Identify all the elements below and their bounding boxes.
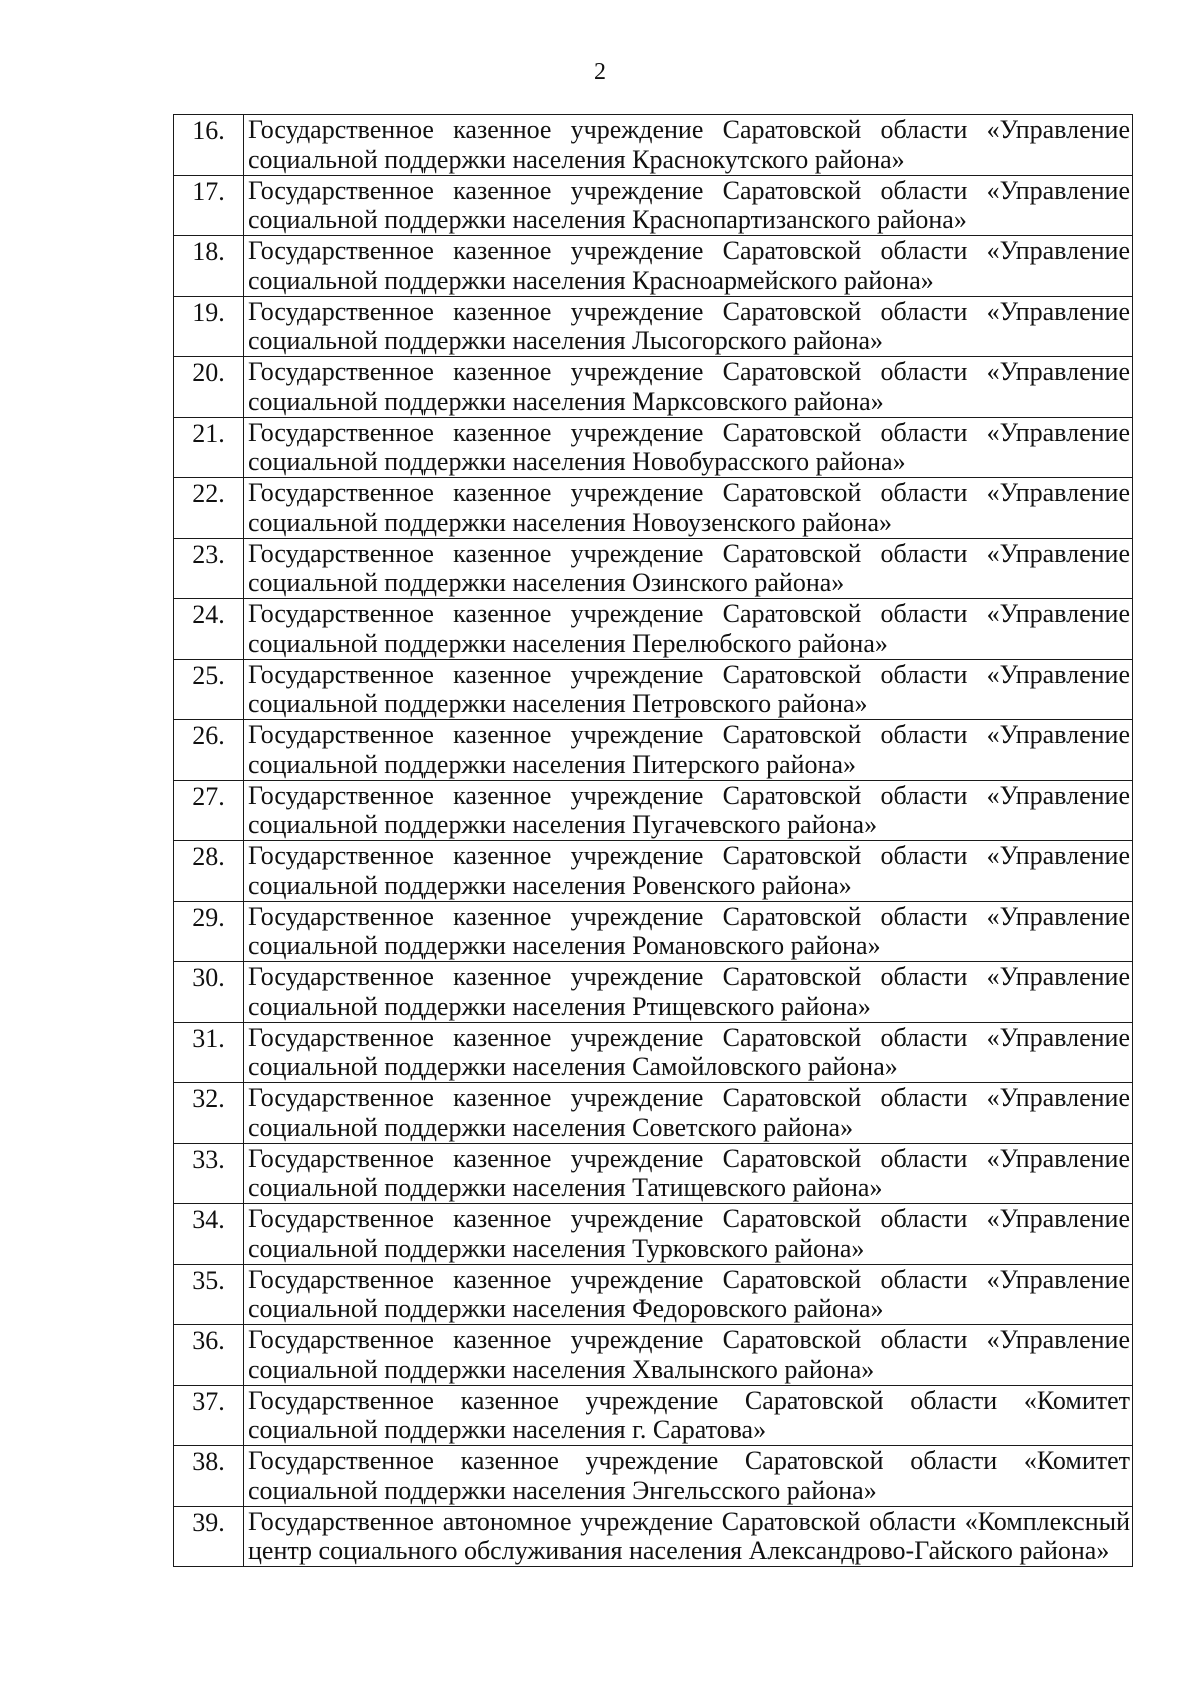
row-number: 16.: [174, 115, 244, 176]
institution-name: [244, 962, 1133, 1023]
institution-name: [244, 1143, 1133, 1204]
institution-name: [244, 841, 1133, 902]
institution-name-line-1: Государственное казенное учреждение Саратовской области «Управление: [248, 175, 1130, 205]
table-row: [174, 1083, 1133, 1144]
row-number: 18.: [174, 236, 244, 297]
institution-name: [244, 1385, 1133, 1446]
row-number: 30.: [174, 962, 244, 1023]
institution-name-line-1: Государственное казенное учреждение Саратовской области «Управление: [248, 1143, 1130, 1173]
institution-name: [244, 296, 1133, 357]
institution-name-line-1: Государственное казенное учреждение Саратовской области «Управление: [248, 962, 1130, 991]
row-number: 33.: [174, 1143, 244, 1204]
institution-name: [244, 115, 1133, 176]
institution-name-line-1: Государственное казенное учреждение Саратовской области «Управление: [248, 1264, 1130, 1294]
table-row: [174, 841, 1133, 902]
institution-name: [244, 478, 1133, 539]
row-number: 19.: [174, 296, 244, 357]
table-row: [174, 115, 1133, 176]
table-row: [174, 357, 1133, 418]
institution-name-line-2: социальной поддержки населения Хвалынского района»: [248, 1354, 875, 1384]
row-number: 23.: [174, 538, 244, 599]
institution-name-line-1: Государственное казенное учреждение Саратовской области «Управление: [248, 1325, 1130, 1354]
institution-name-line-1: Государственное казенное учреждение Саратовской области «Управление: [248, 538, 1130, 568]
institution-name-line-2: социальной поддержки населения Новобурасского района»: [248, 447, 906, 476]
row-number: 29.: [174, 901, 244, 962]
institution-name-line-2: социальной поддержки населения Ровенского района»: [248, 870, 852, 900]
row-number: 27.: [174, 780, 244, 841]
institution-name: [244, 538, 1133, 599]
table-row: [174, 720, 1133, 781]
table-row: [174, 1325, 1133, 1386]
institution-name-line-1: Государственное казенное учреждение Саратовской области «Управление: [248, 599, 1130, 628]
institution-name: [244, 175, 1133, 236]
institution-name: [244, 1506, 1133, 1567]
table-row: [174, 599, 1133, 660]
institution-name-line-1: Государственное казенное учреждение Саратовской области «Управление: [248, 659, 1130, 689]
row-number: 17.: [174, 175, 244, 236]
institution-name-line-2: социальной поддержки населения Марксовского района»: [248, 386, 884, 416]
table-row: [174, 1022, 1133, 1083]
institution-name-line-2: социальной поддержки населения Федоровского района»: [248, 1294, 884, 1323]
institution-name-line-2: социальной поддержки населения Питерского района»: [248, 749, 856, 779]
institution-name: [244, 901, 1133, 962]
institution-name-line-2: социальной поддержки населения Новоузенского района»: [248, 507, 893, 537]
institution-name-line-2: социальной поддержки населения Самойловского района»: [248, 1052, 898, 1081]
institution-name-line-1: Государственное казенное учреждение Саратовской области «Управление: [248, 1204, 1130, 1233]
institution-name-line-2: социальной поддержки населения Озинского района»: [248, 568, 845, 597]
institution-name-line-2: социальной поддержки населения Перелюбского района»: [248, 628, 888, 658]
table-row: [174, 1506, 1133, 1567]
row-number: 36.: [174, 1325, 244, 1386]
institution-name-line-1: Государственное казенное учреждение Саратовской области «Управление: [248, 720, 1130, 749]
institution-name-line-1: Государственное казенное учреждение Саратовской области «Управление: [248, 236, 1130, 265]
row-number: 28.: [174, 841, 244, 902]
institution-name-line-2: социальной поддержки населения Краснопартизанского района»: [248, 205, 967, 234]
row-number: 22.: [174, 478, 244, 539]
institution-name-line-2: социальной поддержки населения Ртищевского района»: [248, 991, 871, 1021]
table-row: [174, 538, 1133, 599]
row-number: 26.: [174, 720, 244, 781]
institution-name-line-2: социальной поддержки населения Турковского района»: [248, 1233, 865, 1263]
institutions-table: [173, 114, 1133, 1567]
institution-name: [244, 417, 1133, 478]
institution-name-line-2: социальной поддержки населения Советского района»: [248, 1112, 854, 1142]
institution-name-line-1: Государственное казенное учреждение Саратовской области «Комитет: [248, 1385, 1130, 1415]
table-row: [174, 1385, 1133, 1446]
institution-name-line-1: Государственное казенное учреждение Саратовской области «Управление: [248, 1083, 1130, 1112]
row-number: 24.: [174, 599, 244, 660]
institution-name: [244, 1083, 1133, 1144]
institution-name-line-2: социальной поддержки населения г. Саратова»: [248, 1415, 767, 1444]
institution-name-line-1: Государственное казенное учреждение Саратовской области «Управление: [248, 780, 1130, 810]
institution-name: [244, 780, 1133, 841]
institution-name: [244, 1446, 1133, 1507]
institution-name: [244, 599, 1133, 660]
row-number: 35.: [174, 1264, 244, 1325]
institution-name-line-1: Государственное казенное учреждение Саратовской области «Управление: [248, 296, 1130, 326]
institution-name-line-2: социальной поддержки населения Лысогорского района»: [248, 326, 884, 355]
table-row: [174, 478, 1133, 539]
institution-name: [244, 659, 1133, 720]
institution-name-line-2: социальной поддержки населения Краснокутского района»: [248, 144, 905, 174]
table-row: [174, 175, 1133, 236]
institution-name-line-1: Государственное казенное учреждение Саратовской области «Комитет: [248, 1446, 1130, 1475]
row-number: 37.: [174, 1385, 244, 1446]
row-number: 31.: [174, 1022, 244, 1083]
table-row: [174, 296, 1133, 357]
institution-name-line-2: социальной поддержки населения Энгельсского района»: [248, 1475, 877, 1505]
institution-name: [244, 1325, 1133, 1386]
row-number: 32.: [174, 1083, 244, 1144]
row-number: 34.: [174, 1204, 244, 1265]
table-row: [174, 659, 1133, 720]
institution-name: [244, 1204, 1133, 1265]
institutions-table-body: [174, 115, 1133, 1567]
table-row: [174, 901, 1133, 962]
row-number: 20.: [174, 357, 244, 418]
institution-name-line-1: Государственное автономное учреждение Саратовской области «Комплексный: [248, 1506, 1130, 1536]
institution-name-line-2: социальной поддержки населения Романовского района»: [248, 931, 881, 960]
institution-name-line-2: социальной поддержки населения Татищевского района»: [248, 1173, 883, 1202]
table-row: [174, 962, 1133, 1023]
institution-name-line-1: Государственное казенное учреждение Саратовской области «Управление: [248, 357, 1130, 386]
institution-name: [244, 1022, 1133, 1083]
row-number: 21.: [174, 417, 244, 478]
table-row: [174, 780, 1133, 841]
row-number: 39.: [174, 1506, 244, 1567]
institution-name-line-1: Государственное казенное учреждение Саратовской области «Управление: [248, 417, 1130, 447]
table-row: [174, 1143, 1133, 1204]
table-row: [174, 1446, 1133, 1507]
institution-name-line-1: Государственное казенное учреждение Саратовской области «Управление: [248, 478, 1130, 507]
institution-name-line-2: социальной поддержки населения Петровского района»: [248, 689, 868, 718]
institution-name-line-2: социальной поддержки населения Красноармейского района»: [248, 265, 934, 295]
institution-name-line-2: центр социального обслуживания населения Александрово-Гайского района»: [248, 1536, 1110, 1565]
institution-name: [244, 720, 1133, 781]
institution-name-line-1: Государственное казенное учреждение Саратовской области «Управление: [248, 115, 1130, 144]
institution-name-line-1: Государственное казенное учреждение Саратовской области «Управление: [248, 901, 1130, 931]
institution-name: [244, 236, 1133, 297]
table-row: [174, 417, 1133, 478]
row-number: 25.: [174, 659, 244, 720]
table-row: [174, 236, 1133, 297]
page-number: 2: [594, 59, 606, 85]
row-number: 38.: [174, 1446, 244, 1507]
institution-name-line-2: социальной поддержки населения Пугачевского района»: [248, 810, 878, 839]
institution-name: [244, 1264, 1133, 1325]
table-row: [174, 1204, 1133, 1265]
institution-name-line-1: Государственное казенное учреждение Саратовской области «Управление: [248, 1022, 1130, 1052]
institution-name: [244, 357, 1133, 418]
institution-name-line-1: Государственное казенное учреждение Саратовской области «Управление: [248, 841, 1130, 870]
table-row: [174, 1264, 1133, 1325]
